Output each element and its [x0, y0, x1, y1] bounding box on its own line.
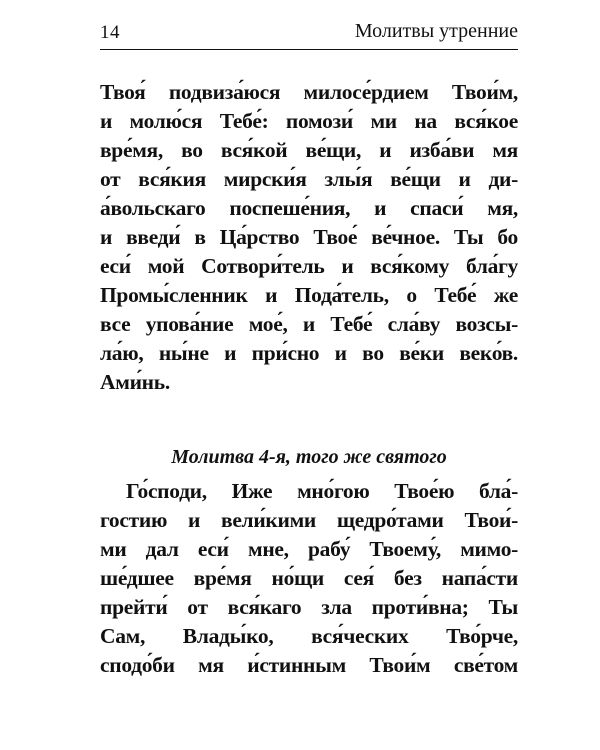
text-line: сподо́би мя и́стинным Твои́м све́том	[100, 653, 518, 677]
page-number: 14	[100, 22, 120, 43]
text-line: еси́ мой Сотвори́тель и вся́кому бла́гу	[100, 254, 518, 278]
text-line: ла́ю, ны́не и при́сно и во ве́ки веко́в.	[100, 341, 518, 365]
header-rule	[100, 49, 518, 50]
text-line: гостию и вели́кими щедро́тами Твои́-	[100, 508, 518, 532]
text-line: и молю́ся Тебе́: помози́ ми на вся́кое	[100, 109, 518, 133]
text-line: а́вольскаго поспеше́ния, и спаси́ мя,	[100, 196, 518, 220]
text-line: ше́дшее вре́мя но́щи сея́ без напа́сти	[100, 566, 518, 590]
text-line: Промы́сленник и Пода́тель, о Тебе́ же	[100, 283, 518, 307]
text-line: Ами́нь.	[100, 370, 170, 394]
text-line: Сам, Влады́ко, вся́ческих Тво́рче,	[100, 624, 518, 648]
running-head	[100, 18, 518, 48]
text-line: Го́споди, Иже мно́гою Твое́ю бла́-	[126, 479, 518, 503]
prayer-3-continuation	[100, 78, 518, 397]
text-line: прейти́ от вся́каго зла проти́вна; Ты	[100, 595, 518, 619]
text-line: ми дал еси́ мне, рабу́ Твоему́, мимо-	[100, 537, 518, 561]
text-line: все упова́ние мое́, и Тебе́ сла́ву возсы-	[100, 312, 518, 336]
text-line: и введи́ в Ца́рство Твое́ ве́чное. Ты бо	[100, 225, 518, 249]
prayer-4-text	[100, 477, 518, 680]
running-title: Молитвы утренние	[354, 20, 518, 42]
text-line: от вся́кия мирски́я злы́я ве́щи и ди-	[100, 167, 518, 191]
text-line: вре́мя, во вся́кой ве́щи, и изба́ви мя	[100, 138, 518, 162]
text-line: Твоя́ подвиза́юся милосе́рдием Твои́м,	[100, 80, 518, 104]
prayer-heading: Молитва 4-я, того же святого	[171, 446, 447, 468]
